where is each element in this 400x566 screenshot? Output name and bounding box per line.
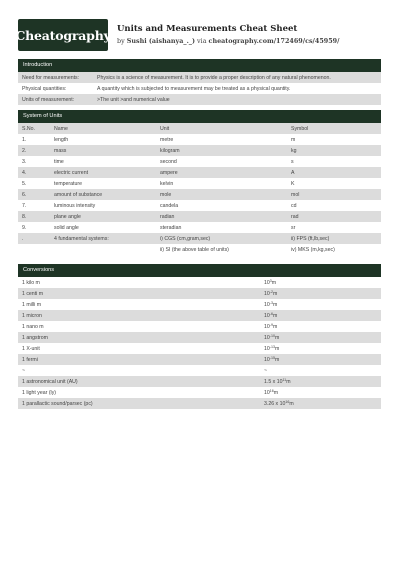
value-base: 10 [264, 290, 270, 297]
table-cell: steradian [160, 224, 182, 231]
table-row [18, 387, 381, 398]
value-base: 10 [264, 301, 270, 308]
intro-value: A quantity which is subjected to measurement may be treated as a physical quantity. [97, 85, 291, 92]
value-unit: m [272, 323, 278, 330]
author-link[interactable]: Sushi (aishanya_._) [126, 37, 196, 45]
conversion-name: 1 parallactic sound/parsec (pc) [18, 398, 260, 409]
value-unit: m [271, 279, 277, 286]
value-exponent: -3 [269, 300, 273, 305]
table-cell: kelvin [160, 180, 174, 187]
table-cell: sr [291, 224, 296, 231]
value-exponent: -2 [269, 289, 273, 294]
table-cell: luminous intensity [54, 202, 96, 209]
intro-label: Units of measurement: [18, 94, 93, 105]
intro-label: Physical quantities: [22, 85, 67, 92]
table-row [18, 376, 381, 387]
value-exponent: 16 [285, 399, 290, 404]
table-cell: . [18, 233, 50, 244]
table-row [18, 156, 381, 167]
value-exponent: -9 [269, 322, 273, 327]
table-cell: 8. [18, 211, 50, 222]
table-row [18, 343, 381, 354]
value-unit: m [272, 301, 278, 308]
conversion-name: ~ [22, 367, 26, 374]
table-cell: candela [160, 202, 179, 209]
introduction-section [18, 59, 381, 105]
table-row [18, 354, 381, 365]
column-header: Unit [156, 123, 287, 134]
table-cell: K [291, 180, 295, 187]
column-header: Name [50, 123, 156, 134]
value-exponent: -10 [269, 333, 275, 338]
table-row [18, 145, 381, 156]
logo-text: Cheatography [15, 27, 111, 43]
conversion-value [260, 299, 381, 310]
conversion-value [260, 321, 381, 332]
column-header: S.No. [18, 123, 50, 134]
table-row [18, 398, 381, 409]
system-of-units-heading: System of Units [18, 110, 381, 123]
table-row [18, 365, 381, 376]
table-row [18, 277, 381, 288]
table-cell: cd [291, 202, 297, 209]
table-cell [50, 244, 156, 255]
conversions-heading: Conversions [18, 264, 381, 277]
table-header-row [18, 123, 381, 134]
table-cell: mole [156, 189, 287, 200]
table-cell: radian [156, 211, 287, 222]
value-base: 3.26 x 10 [264, 400, 286, 407]
value-unit: m [286, 378, 291, 385]
value-base: 10 [264, 334, 270, 341]
conversion-name: 1 light year (ly) [22, 389, 57, 396]
value-exponent: -15 [269, 355, 275, 360]
page-header [0, 0, 400, 52]
value-exponent: 3 [269, 278, 272, 283]
conversion-value [260, 387, 381, 398]
table-cell: 4 fundamental systems: [50, 233, 156, 244]
table-cell: 1. [22, 136, 27, 143]
table-cell: 2. [18, 145, 50, 156]
table-cell [18, 244, 50, 255]
value-base: 1.5 x 10 [264, 378, 283, 385]
table-row [18, 167, 381, 178]
conversions-section [18, 264, 381, 409]
cheatography-logo[interactable] [15, 19, 111, 51]
conversion-value [260, 288, 381, 299]
table-cell: kilogram [156, 145, 287, 156]
conversion-name: 1 kilo m [22, 279, 40, 286]
intro-value: Physics is a science of measurement. It is to provide a proper description of any natural phenomenon. [93, 72, 381, 83]
value-base: ~ [264, 367, 268, 374]
conversion-name: 1 angstrom [18, 332, 260, 343]
table-row [18, 200, 381, 211]
table-row [18, 332, 381, 343]
table-row [18, 321, 381, 332]
table-cell: ii) SI (the above table of units) [160, 246, 229, 253]
table-cell: i) CGS (cm,gram,sec) [156, 233, 287, 244]
intro-label: Need for measurements: [18, 72, 93, 83]
table-cell: second [160, 158, 177, 165]
value-exponent: -6 [269, 311, 273, 316]
page-title: Units and Measurements Cheat Sheet [117, 24, 298, 34]
table-cell: temperature [54, 180, 82, 187]
conversion-name: 1 X-unit [22, 345, 40, 352]
system-of-units-table [18, 123, 381, 255]
conversion-value [260, 398, 381, 409]
conversion-name: 1 fermi [18, 354, 260, 365]
table-cell: A [287, 167, 381, 178]
table-cell: time [54, 158, 64, 165]
table-cell: length [54, 136, 69, 143]
table-row [18, 134, 381, 145]
value-exponent: -13 [269, 344, 275, 349]
byline [117, 37, 339, 45]
conversion-value [260, 376, 381, 387]
conversion-name: 1 nano m [22, 323, 44, 330]
table-cell: metre [160, 136, 174, 143]
table-cell: 9. [22, 224, 27, 231]
table-cell: amount of substance [50, 189, 156, 200]
value-base: 10 [264, 345, 270, 352]
table-row [18, 233, 381, 244]
value-base: 10 [264, 323, 270, 330]
conversion-value [260, 310, 381, 321]
value-base: 10 [264, 356, 270, 363]
table-row [18, 178, 381, 189]
table-row [18, 222, 381, 233]
table-cell: 3. [22, 158, 27, 165]
conversion-value [260, 365, 381, 376]
value-unit: m [274, 345, 280, 352]
table-row [18, 211, 381, 222]
intro-value: >The unit >and numerical value [93, 94, 381, 105]
byline-prefix: by [117, 37, 127, 45]
table-cell: 7. [22, 202, 27, 209]
conversion-value [260, 343, 381, 354]
table-row [18, 299, 381, 310]
column-header: Symbol [287, 123, 381, 134]
table-row [18, 244, 381, 255]
table-cell: ii) FPS (ft,lb,sec) [287, 233, 381, 244]
value-unit: m [274, 334, 280, 341]
value-unit: m [274, 356, 280, 363]
table-cell: mass [50, 145, 156, 156]
table-cell: 4. [18, 167, 50, 178]
table-row [18, 94, 381, 105]
conversion-value [260, 277, 381, 288]
table-cell: kg [287, 145, 381, 156]
table-row [18, 72, 381, 83]
conversion-name: 1 centi m [18, 288, 260, 299]
introduction-table [18, 72, 381, 105]
conversion-name: 1 astronomical unit (AU) [18, 376, 260, 387]
value-base: 10 [264, 389, 270, 396]
table-row [18, 189, 381, 200]
table-cell: mol [287, 189, 381, 200]
conversion-value [260, 332, 381, 343]
value-exponent: 16 [269, 388, 274, 393]
conversion-value [260, 354, 381, 365]
value-unit: m [272, 312, 278, 319]
system-of-units-section [18, 110, 381, 255]
value-unit: m [272, 290, 278, 297]
table-row [18, 83, 381, 94]
table-cell: iv) MKS (m,kg,sec) [291, 246, 335, 253]
introduction-heading: Introduction [18, 59, 381, 72]
conversion-name: 1 milli m [22, 301, 42, 308]
table-cell: solid angle [54, 224, 79, 231]
table-cell: electric current [50, 167, 156, 178]
value-base: 10 [264, 279, 270, 286]
conversion-name: 1 micron [18, 310, 260, 321]
table-cell: ampere [156, 167, 287, 178]
value-exponent: 11 [282, 377, 287, 382]
table-cell: 5. [22, 180, 27, 187]
table-row [18, 310, 381, 321]
table-cell: plane angle [50, 211, 156, 222]
table-cell: s [291, 158, 294, 165]
value-unit: m [289, 400, 294, 407]
table-cell: rad [287, 211, 381, 222]
conversions-table [18, 277, 381, 409]
byline-via: via [195, 37, 209, 45]
value-unit: m [273, 389, 279, 396]
table-row [18, 288, 381, 299]
table-cell: 6. [18, 189, 50, 200]
sheet-url-link[interactable]: cheatography.com/172469/cs/45959/ [208, 37, 340, 45]
value-base: 10 [264, 312, 270, 319]
table-cell: m [291, 136, 296, 143]
